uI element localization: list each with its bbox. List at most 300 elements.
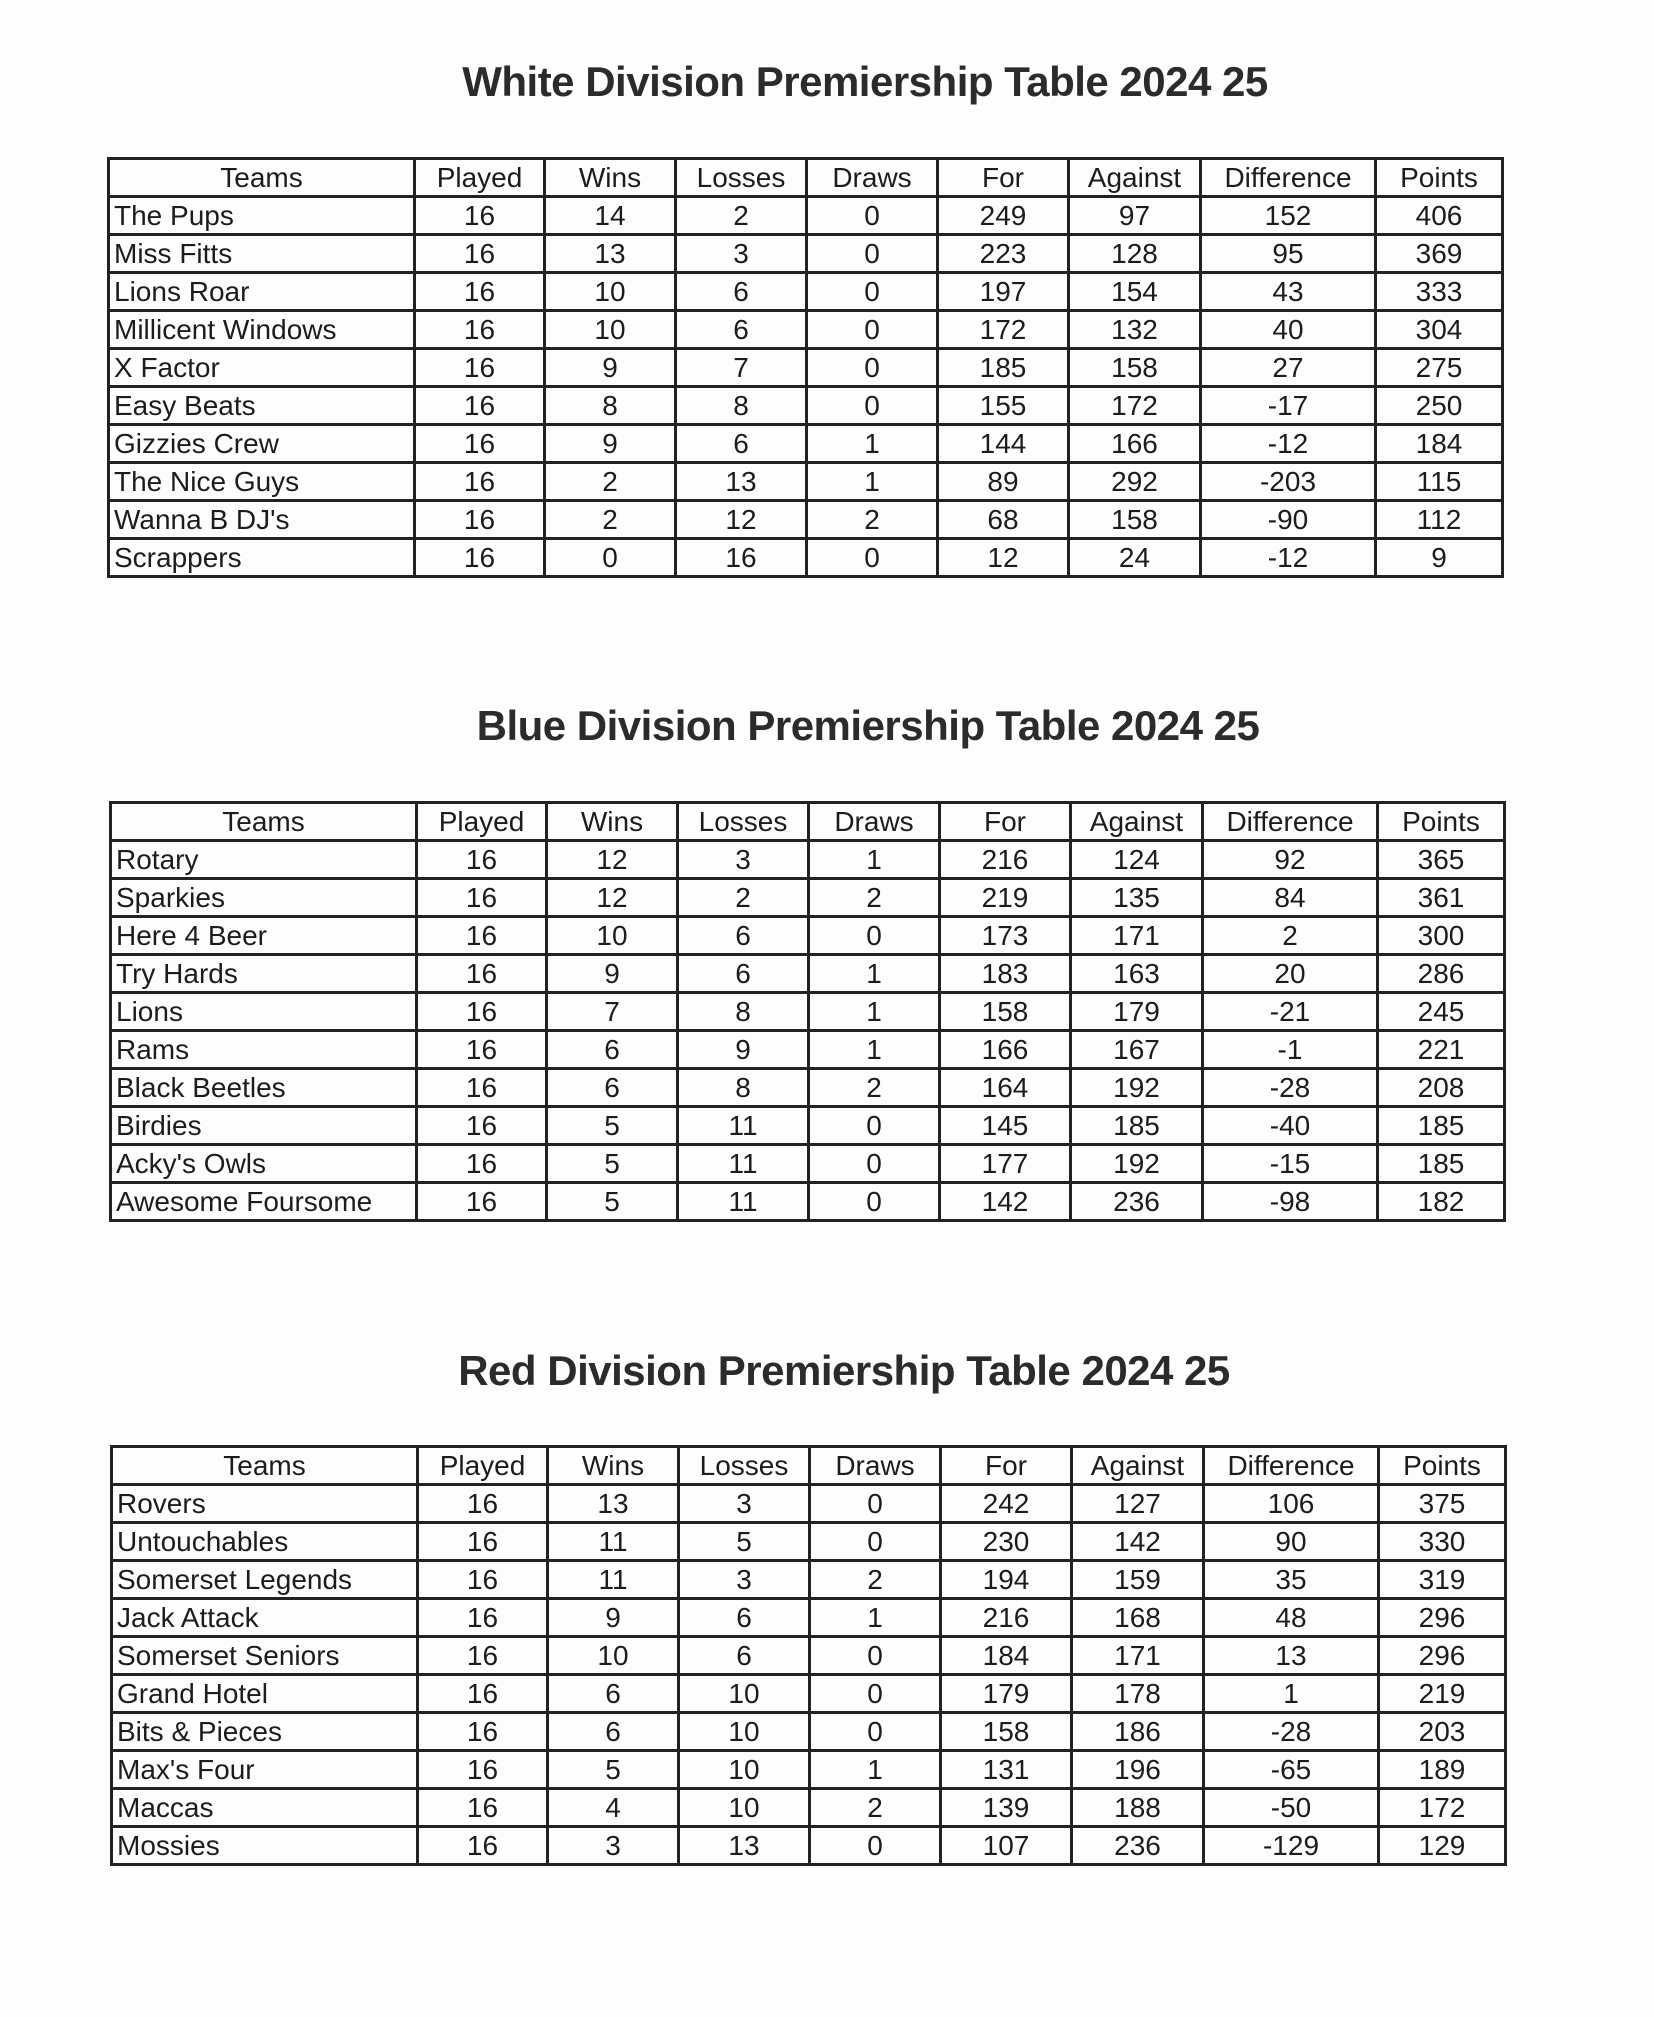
difference-cell: -17 — [1201, 387, 1376, 425]
played-cell: 16 — [415, 311, 545, 349]
played-cell: 16 — [415, 463, 545, 501]
wins-cell: 5 — [547, 1145, 678, 1183]
draws-cell: 2 — [809, 1069, 940, 1107]
points-cell: 365 — [1378, 841, 1505, 879]
team-cell: Somerset Seniors — [112, 1637, 418, 1675]
losses-cell: 7 — [676, 349, 807, 387]
draws-cell: 2 — [809, 879, 940, 917]
points-cell: 333 — [1376, 273, 1503, 311]
team-cell: Millicent Windows — [109, 311, 415, 349]
points-cell: 185 — [1378, 1145, 1505, 1183]
points-cell: 275 — [1376, 349, 1503, 387]
played-cell: 16 — [415, 387, 545, 425]
points-cell: 319 — [1379, 1561, 1506, 1599]
against-cell: 167 — [1071, 1031, 1203, 1069]
losses-cell: 11 — [678, 1145, 809, 1183]
played-cell: 16 — [415, 425, 545, 463]
team-cell: Rams — [111, 1031, 417, 1069]
losses-cell: 6 — [679, 1637, 810, 1675]
for-cell: 172 — [938, 311, 1069, 349]
difference-cell: 90 — [1204, 1523, 1379, 1561]
against-cell: 192 — [1071, 1145, 1203, 1183]
losses-cell: 11 — [678, 1107, 809, 1145]
wins-cell: 2 — [545, 463, 676, 501]
against-cell: 179 — [1071, 993, 1203, 1031]
against-cell: 172 — [1069, 387, 1201, 425]
table-row — [112, 1599, 1506, 1637]
wins-cell: 5 — [547, 1107, 678, 1145]
for-cell: 197 — [938, 273, 1069, 311]
against-cell: 236 — [1072, 1827, 1204, 1865]
column-header-for: For — [941, 1447, 1072, 1485]
draws-cell: 0 — [809, 1183, 940, 1221]
for-cell: 164 — [940, 1069, 1071, 1107]
column-header-against: Against — [1071, 803, 1203, 841]
wins-cell: 4 — [548, 1789, 679, 1827]
team-cell: The Nice Guys — [109, 463, 415, 501]
losses-cell: 3 — [678, 841, 809, 879]
table-row — [112, 1485, 1506, 1523]
points-cell: 112 — [1376, 501, 1503, 539]
against-cell: 158 — [1069, 349, 1201, 387]
team-cell: Gizzies Crew — [109, 425, 415, 463]
against-cell: 185 — [1071, 1107, 1203, 1145]
difference-cell: 43 — [1201, 273, 1376, 311]
for-cell: 145 — [940, 1107, 1071, 1145]
for-cell: 144 — [938, 425, 1069, 463]
points-cell: 203 — [1379, 1713, 1506, 1751]
difference-cell: 20 — [1203, 955, 1378, 993]
for-cell: 216 — [941, 1599, 1072, 1637]
against-cell: 127 — [1072, 1485, 1204, 1523]
for-cell: 142 — [940, 1183, 1071, 1221]
for-cell: 12 — [938, 539, 1069, 577]
column-header-against: Against — [1072, 1447, 1204, 1485]
points-cell: 296 — [1379, 1637, 1506, 1675]
wins-cell: 10 — [547, 917, 678, 955]
draws-cell: 0 — [807, 311, 938, 349]
played-cell: 16 — [417, 1183, 547, 1221]
played-cell: 16 — [417, 1069, 547, 1107]
against-cell: 159 — [1072, 1561, 1204, 1599]
team-cell: Scrappers — [109, 539, 415, 577]
wins-cell: 8 — [545, 387, 676, 425]
for-cell: 107 — [941, 1827, 1072, 1865]
column-header-losses: Losses — [679, 1447, 810, 1485]
column-header-draws: Draws — [809, 803, 940, 841]
losses-cell: 10 — [679, 1751, 810, 1789]
against-cell: 24 — [1069, 539, 1201, 577]
draws-cell: 1 — [809, 993, 940, 1031]
difference-cell: -28 — [1203, 1069, 1378, 1107]
losses-cell: 8 — [676, 387, 807, 425]
team-cell: Untouchables — [112, 1523, 418, 1561]
wins-cell: 9 — [545, 425, 676, 463]
team-cell: Mossies — [112, 1827, 418, 1865]
difference-cell: -15 — [1203, 1145, 1378, 1183]
losses-cell: 16 — [676, 539, 807, 577]
for-cell: 179 — [941, 1675, 1072, 1713]
team-cell: Awesome Foursome — [111, 1183, 417, 1221]
draws-cell: 0 — [807, 387, 938, 425]
wins-cell: 5 — [548, 1751, 679, 1789]
team-cell: Maccas — [112, 1789, 418, 1827]
wins-cell: 11 — [548, 1523, 679, 1561]
difference-cell: -21 — [1203, 993, 1378, 1031]
for-cell: 166 — [940, 1031, 1071, 1069]
played-cell: 16 — [418, 1751, 548, 1789]
points-cell: 129 — [1379, 1827, 1506, 1865]
against-cell: 97 — [1069, 197, 1201, 235]
team-cell: The Pups — [109, 197, 415, 235]
team-cell: Rovers — [112, 1485, 418, 1523]
for-cell: 173 — [940, 917, 1071, 955]
against-cell: 154 — [1069, 273, 1201, 311]
difference-cell: -1 — [1203, 1031, 1378, 1069]
draws-cell: 0 — [810, 1485, 941, 1523]
played-cell: 16 — [417, 841, 547, 879]
draws-cell: 0 — [810, 1713, 941, 1751]
wins-cell: 11 — [548, 1561, 679, 1599]
column-header-played: Played — [417, 803, 547, 841]
difference-cell: 2 — [1203, 917, 1378, 955]
for-cell: 177 — [940, 1145, 1071, 1183]
against-cell: 166 — [1069, 425, 1201, 463]
played-cell: 16 — [418, 1637, 548, 1675]
table-row — [112, 1827, 1506, 1865]
wins-cell: 7 — [547, 993, 678, 1031]
for-cell: 139 — [941, 1789, 1072, 1827]
difference-cell: 95 — [1201, 235, 1376, 273]
wins-cell: 6 — [547, 1069, 678, 1107]
against-cell: 171 — [1072, 1637, 1204, 1675]
team-cell: Grand Hotel — [112, 1675, 418, 1713]
losses-cell: 6 — [676, 311, 807, 349]
draws-cell: 1 — [807, 425, 938, 463]
column-header-draws: Draws — [810, 1447, 941, 1485]
draws-cell: 0 — [810, 1523, 941, 1561]
for-cell: 216 — [940, 841, 1071, 879]
played-cell: 16 — [417, 955, 547, 993]
wins-cell: 9 — [548, 1599, 679, 1637]
team-cell: Sparkies — [111, 879, 417, 917]
points-cell: 375 — [1379, 1485, 1506, 1523]
points-cell: 182 — [1378, 1183, 1505, 1221]
wins-cell: 14 — [545, 197, 676, 235]
draws-cell: 1 — [809, 955, 940, 993]
red-division-title: Red Division Premiership Table 2024 25 — [458, 1347, 1230, 1394]
team-cell: X Factor — [109, 349, 415, 387]
losses-cell: 10 — [679, 1789, 810, 1827]
against-cell: 158 — [1069, 501, 1201, 539]
played-cell: 16 — [418, 1599, 548, 1637]
for-cell: 185 — [938, 349, 1069, 387]
column-header-team: Teams — [111, 803, 417, 841]
against-cell: 196 — [1072, 1751, 1204, 1789]
draws-cell: 1 — [807, 463, 938, 501]
difference-cell: -203 — [1201, 463, 1376, 501]
difference-cell: 152 — [1201, 197, 1376, 235]
column-header-for: For — [938, 159, 1069, 197]
table-row — [112, 1789, 1506, 1827]
for-cell: 242 — [941, 1485, 1072, 1523]
difference-cell: -50 — [1204, 1789, 1379, 1827]
team-cell: Wanna B DJ's — [109, 501, 415, 539]
wins-cell: 2 — [545, 501, 676, 539]
difference-cell: 84 — [1203, 879, 1378, 917]
column-header-draws: Draws — [807, 159, 938, 197]
losses-cell: 3 — [676, 235, 807, 273]
wins-cell: 6 — [547, 1031, 678, 1069]
wins-cell: 10 — [545, 311, 676, 349]
wins-cell: 9 — [547, 955, 678, 993]
column-header-wins: Wins — [547, 803, 678, 841]
draws-cell: 2 — [807, 501, 938, 539]
draws-cell: 0 — [810, 1637, 941, 1675]
team-cell: Easy Beats — [109, 387, 415, 425]
team-cell: Jack Attack — [112, 1599, 418, 1637]
against-cell: 171 — [1071, 917, 1203, 955]
against-cell: 292 — [1069, 463, 1201, 501]
played-cell: 16 — [415, 235, 545, 273]
losses-cell: 6 — [678, 955, 809, 993]
team-cell: Acky's Owls — [111, 1145, 417, 1183]
team-cell: Somerset Legends — [112, 1561, 418, 1599]
wins-cell: 6 — [548, 1713, 679, 1751]
for-cell: 89 — [938, 463, 1069, 501]
draws-cell: 0 — [807, 197, 938, 235]
difference-cell: -65 — [1204, 1751, 1379, 1789]
column-header-played: Played — [415, 159, 545, 197]
column-header-points: Points — [1376, 159, 1503, 197]
draws-cell: 1 — [810, 1751, 941, 1789]
wins-cell: 10 — [545, 273, 676, 311]
for-cell: 249 — [938, 197, 1069, 235]
losses-cell: 10 — [679, 1675, 810, 1713]
draws-cell: 0 — [810, 1675, 941, 1713]
losses-cell: 6 — [679, 1599, 810, 1637]
table-row — [112, 1637, 1506, 1675]
points-cell: 304 — [1376, 311, 1503, 349]
points-cell: 9 — [1376, 539, 1503, 577]
for-cell: 155 — [938, 387, 1069, 425]
against-cell: 163 — [1071, 955, 1203, 993]
points-cell: 185 — [1378, 1107, 1505, 1145]
losses-cell: 10 — [679, 1713, 810, 1751]
table-row — [112, 1751, 1506, 1789]
draws-cell: 1 — [810, 1599, 941, 1637]
played-cell: 16 — [415, 539, 545, 577]
played-cell: 16 — [418, 1523, 548, 1561]
losses-cell: 13 — [676, 463, 807, 501]
for-cell: 68 — [938, 501, 1069, 539]
points-cell: 296 — [1379, 1599, 1506, 1637]
draws-cell: 2 — [810, 1789, 941, 1827]
losses-cell: 6 — [676, 273, 807, 311]
difference-cell: 13 — [1204, 1637, 1379, 1675]
played-cell: 16 — [418, 1675, 548, 1713]
difference-cell: -98 — [1203, 1183, 1378, 1221]
column-header-difference: Difference — [1204, 1447, 1379, 1485]
team-cell: Rotary — [111, 841, 417, 879]
points-cell: 221 — [1378, 1031, 1505, 1069]
column-header-difference: Difference — [1201, 159, 1376, 197]
points-cell: 245 — [1378, 993, 1505, 1031]
column-header-team: Teams — [112, 1447, 418, 1485]
difference-cell: 92 — [1203, 841, 1378, 879]
draws-cell: 0 — [807, 539, 938, 577]
against-cell: 132 — [1069, 311, 1201, 349]
team-cell: Try Hards — [111, 955, 417, 993]
for-cell: 158 — [940, 993, 1071, 1031]
table-header-row — [112, 1447, 1506, 1485]
against-cell: 128 — [1069, 235, 1201, 273]
against-cell: 178 — [1072, 1675, 1204, 1713]
wins-cell: 10 — [548, 1637, 679, 1675]
difference-cell: 40 — [1201, 311, 1376, 349]
table-row — [112, 1675, 1506, 1713]
played-cell: 16 — [417, 917, 547, 955]
column-header-difference: Difference — [1203, 803, 1378, 841]
team-cell: Lions Roar — [109, 273, 415, 311]
points-cell: 115 — [1376, 463, 1503, 501]
column-header-wins: Wins — [545, 159, 676, 197]
wins-cell: 5 — [547, 1183, 678, 1221]
table-row — [112, 1713, 1506, 1751]
draws-cell: 0 — [809, 917, 940, 955]
losses-cell: 8 — [678, 993, 809, 1031]
wins-cell: 6 — [548, 1675, 679, 1713]
against-cell: 188 — [1072, 1789, 1204, 1827]
team-cell: Bits & Pieces — [112, 1713, 418, 1751]
points-cell: 250 — [1376, 387, 1503, 425]
difference-cell: 106 — [1204, 1485, 1379, 1523]
draws-cell: 0 — [809, 1107, 940, 1145]
draws-cell: 0 — [809, 1145, 940, 1183]
points-cell: 189 — [1379, 1751, 1506, 1789]
for-cell: 194 — [941, 1561, 1072, 1599]
wins-cell: 12 — [547, 879, 678, 917]
difference-cell: -90 — [1201, 501, 1376, 539]
against-cell: 124 — [1071, 841, 1203, 879]
difference-cell: 35 — [1204, 1561, 1379, 1599]
played-cell: 16 — [418, 1485, 548, 1523]
against-cell: 135 — [1071, 879, 1203, 917]
losses-cell: 8 — [678, 1069, 809, 1107]
played-cell: 16 — [417, 1031, 547, 1069]
losses-cell: 2 — [678, 879, 809, 917]
for-cell: 184 — [941, 1637, 1072, 1675]
for-cell: 183 — [940, 955, 1071, 993]
losses-cell: 11 — [678, 1183, 809, 1221]
played-cell: 16 — [417, 993, 547, 1031]
difference-cell: -12 — [1201, 539, 1376, 577]
draws-cell: 0 — [810, 1827, 941, 1865]
points-cell: 361 — [1378, 879, 1505, 917]
points-cell: 286 — [1378, 955, 1505, 993]
losses-cell: 6 — [676, 425, 807, 463]
played-cell: 16 — [417, 1145, 547, 1183]
against-cell: 192 — [1071, 1069, 1203, 1107]
for-cell: 131 — [941, 1751, 1072, 1789]
team-cell: Here 4 Beer — [111, 917, 417, 955]
losses-cell: 6 — [678, 917, 809, 955]
white-division-title: White Division Premiership Table 2024 25 — [462, 58, 1268, 105]
difference-cell: 27 — [1201, 349, 1376, 387]
draws-cell: 0 — [807, 349, 938, 387]
draws-cell: 1 — [809, 841, 940, 879]
wins-cell: 0 — [545, 539, 676, 577]
draws-cell: 1 — [809, 1031, 940, 1069]
losses-cell: 5 — [679, 1523, 810, 1561]
draws-cell: 0 — [807, 273, 938, 311]
played-cell: 16 — [418, 1713, 548, 1751]
played-cell: 16 — [417, 1107, 547, 1145]
points-cell: 184 — [1376, 425, 1503, 463]
difference-cell: -40 — [1203, 1107, 1378, 1145]
played-cell: 16 — [415, 273, 545, 311]
points-cell: 208 — [1378, 1069, 1505, 1107]
wins-cell: 13 — [545, 235, 676, 273]
difference-cell: -12 — [1201, 425, 1376, 463]
played-cell: 16 — [418, 1827, 548, 1865]
team-cell: Birdies — [111, 1107, 417, 1145]
team-cell: Black Beetles — [111, 1069, 417, 1107]
column-header-points: Points — [1378, 803, 1505, 841]
for-cell: 230 — [941, 1523, 1072, 1561]
column-header-points: Points — [1379, 1447, 1506, 1485]
wins-cell: 9 — [545, 349, 676, 387]
against-cell: 142 — [1072, 1523, 1204, 1561]
team-cell: Miss Fitts — [109, 235, 415, 273]
losses-cell: 2 — [676, 197, 807, 235]
played-cell: 16 — [418, 1561, 548, 1599]
losses-cell: 9 — [678, 1031, 809, 1069]
for-cell: 223 — [938, 235, 1069, 273]
team-cell: Max's Four — [112, 1751, 418, 1789]
difference-cell: 1 — [1204, 1675, 1379, 1713]
difference-cell: -129 — [1204, 1827, 1379, 1865]
played-cell: 16 — [417, 879, 547, 917]
column-header-losses: Losses — [678, 803, 809, 841]
points-cell: 406 — [1376, 197, 1503, 235]
column-header-wins: Wins — [548, 1447, 679, 1485]
column-header-losses: Losses — [676, 159, 807, 197]
points-cell: 172 — [1379, 1789, 1506, 1827]
against-cell: 236 — [1071, 1183, 1203, 1221]
played-cell: 16 — [415, 501, 545, 539]
wins-cell: 3 — [548, 1827, 679, 1865]
red-division-table — [110, 1445, 1507, 1866]
table-row — [112, 1561, 1506, 1599]
against-cell: 186 — [1072, 1713, 1204, 1751]
played-cell: 16 — [418, 1789, 548, 1827]
points-cell: 300 — [1378, 917, 1505, 955]
points-cell: 369 — [1376, 235, 1503, 273]
losses-cell: 3 — [679, 1561, 810, 1599]
wins-cell: 12 — [547, 841, 678, 879]
team-cell: Lions — [111, 993, 417, 1031]
wins-cell: 13 — [548, 1485, 679, 1523]
losses-cell: 13 — [679, 1827, 810, 1865]
column-header-team: Teams — [109, 159, 415, 197]
difference-cell: -28 — [1204, 1713, 1379, 1751]
column-header-played: Played — [418, 1447, 548, 1485]
points-cell: 219 — [1379, 1675, 1506, 1713]
table-row — [112, 1523, 1506, 1561]
draws-cell: 2 — [810, 1561, 941, 1599]
column-header-for: For — [940, 803, 1071, 841]
